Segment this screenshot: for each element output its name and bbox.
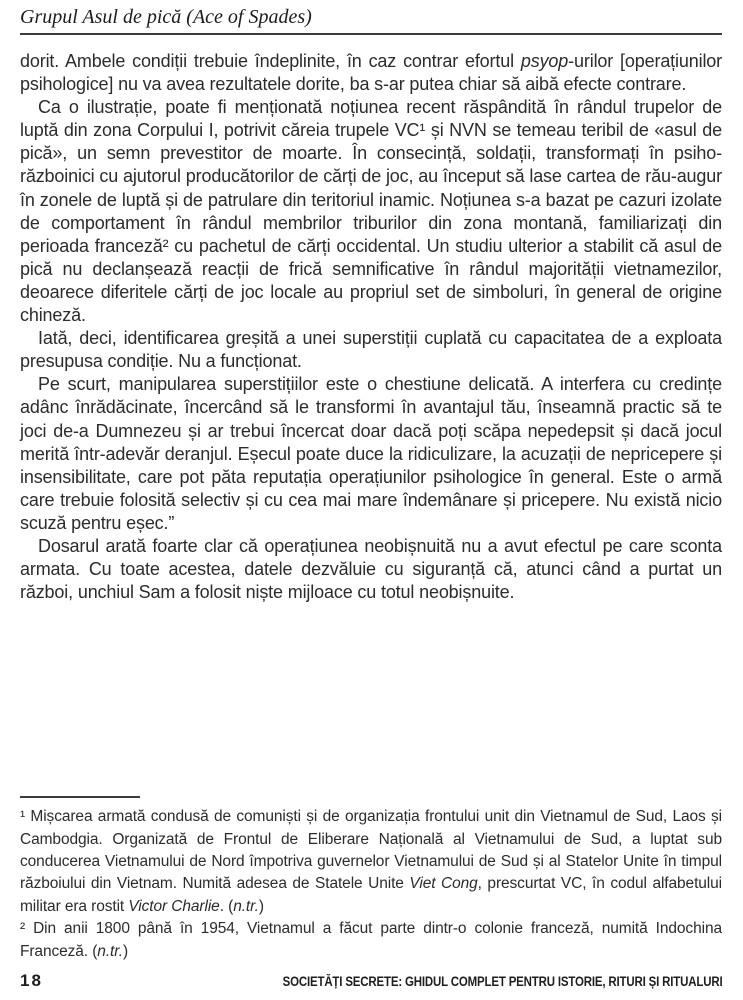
- footnote-separator-rule: [20, 796, 140, 798]
- footnotes-section: [20, 796, 722, 963]
- page-number: 18: [20, 971, 43, 990]
- book-running-title: SOCIETĂȚI SECRETE: GHIDUL COMPLET PENTRU ISTORIE, RITURI ȘI RITUALURI: [282, 974, 722, 989]
- body-paragraph: Dosarul arată foarte clar că operațiunea neobișnuită nu a avut efectul pe care sconta armata. Cu toate acestea, datele dezvăluie cu siguranță că, atunci când a purtat un război, unchiul Sam a folosit niște mijloace cu totul neobișnuite.: [20, 535, 722, 603]
- body-paragraph: Ca o ilustrație, poate fi menționată noțiunea recent răspândită în rândul trupelor de luptă din zona Corpului I, potrivit căreia trupele VC¹ și NVN se temeau teribil de «asul de pică», un semn prevestitor de moarte. În consecință, soldații, transformați în psiho-războinici cu ajutorul producătorilor de cărți de joc, au început să lase cartea de rău-augur în zonele de luptă și de patrulare din teritoriul inamic. Noțiunea s-a bazat pe cazuri izolate de comportament în rândul membrilor triburilor din zona montană, familiarizați din perioada franceză² cu pachetul de cărți occidental. Un studiu ulterior a stabilit că asul de pică nu declanșează reacții de frică semnificative în rândul majorității vietnamezilor, deoarece diferitele cărți de joc locale au propriul set de simboluri, în general de origine chineză.: [20, 97, 722, 326]
- whitespace-spacer: [20, 604, 722, 796]
- footnote: ² Din anii 1800 până în 1954, Vietnamul a făcut parte dintr-o colonie franceză, numită Indochina Franceză. (n.tr.): [20, 920, 722, 960]
- body-text: [20, 50, 722, 604]
- footnote: ¹ Mișcarea armată condusă de comuniști și de organizația frontului unit din Vietnamul de Sud, Laos și Cambodgia. Organizată de Frontul de Eliberare Națională al Vietnamului de Sud, a luptat sub conducerea Vietnamului de Nord împotriva guvernelor Vietnamului de Sud și al Statelor Unite în timpul războiului din Vietnam. Numită adesea de Statele Unite Viet Cong, prescurtat VC, în codul alfabetului militar era rostit Victor Charlie. (n.tr.): [20, 808, 723, 915]
- page-header: [20, 6, 722, 35]
- body-paragraph: Pe scurt, manipularea superstițiilor este o chestiune delicată. A interfera cu credințe adânc înrădăcinate, încercând să le transformi în avantajul tău, înseamnă practic să te joci de-a Dumnezeu și ar trebui încercat doar dacă poți scăpa nepedepsit și dacă jocul merită într-adevăr deranjul. Eșecul poate duce la ridiculizare, la acuzații de nepricepere și insensibilitate, care pot păta reputația operațiunilor psihologice în general. Este o armă care trebuie folosită selectiv și cu cea mai mare îndemânare și pricepere. Nu există nicio scuză pentru eșec.”: [20, 374, 722, 533]
- body-paragraph: dorit. Ambele condiții trebuie îndeplinite, în caz contrar efortul psyop-urilor [operațiunilor psihologice] nu va avea rezultatele dorite, ba s-ar putea chiar să aibă efecte contrare.: [20, 51, 723, 95]
- chapter-running-head: Grupul Asul de pică (Ace of Spades): [20, 6, 312, 28]
- body-paragraph: Iată, deci, identificarea greșită a unei superstiții cuplată cu capacitatea de a exploata presupusa condiție. Nu a funcționat.: [20, 328, 722, 372]
- page-footer: [20, 971, 722, 991]
